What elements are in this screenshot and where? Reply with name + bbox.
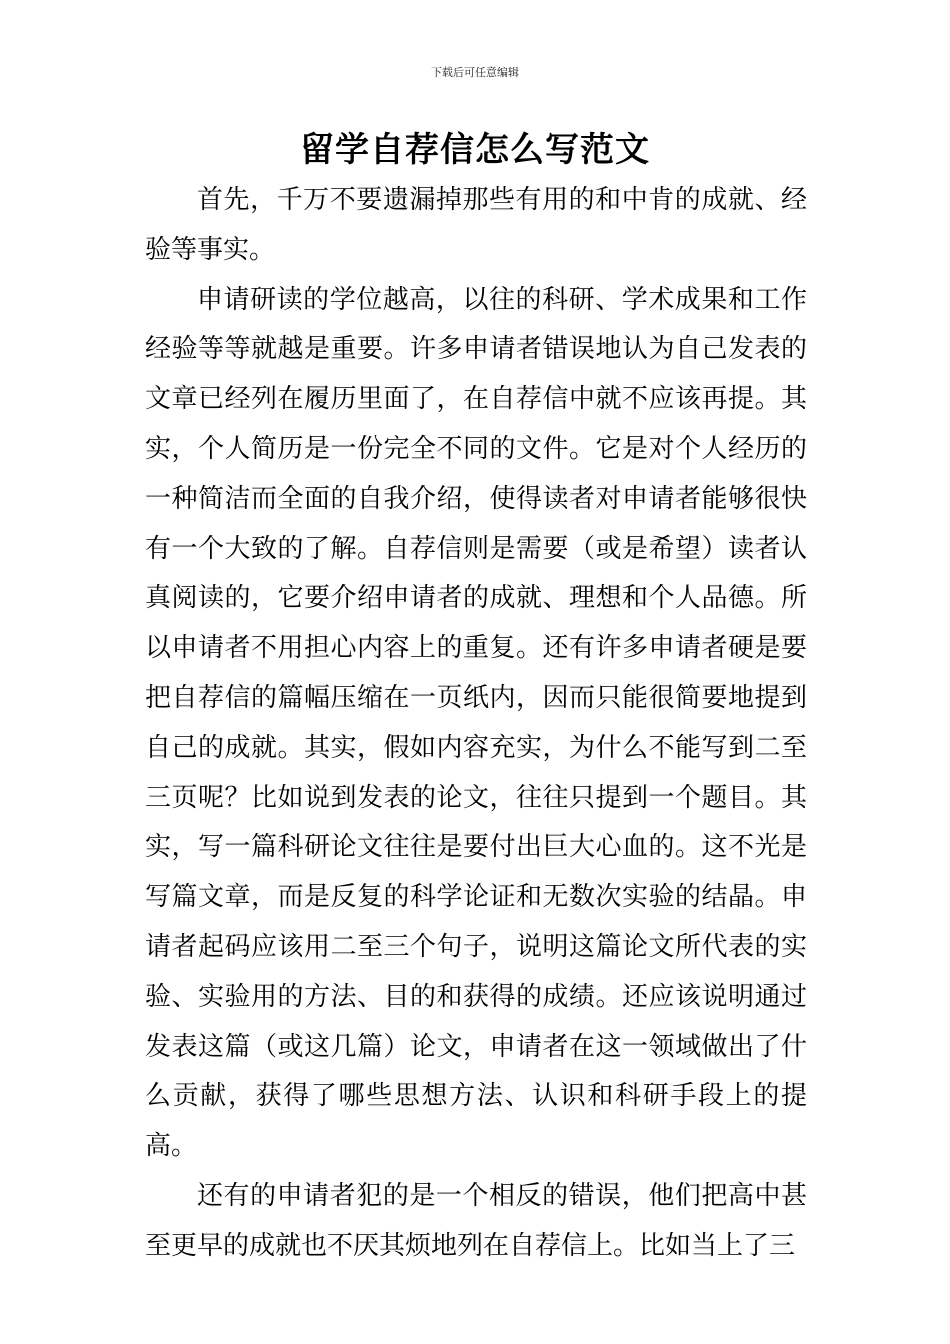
- header-note: 下载后可任意编辑: [431, 66, 519, 79]
- document-title: 留学自荐信怎么写范文: [300, 130, 650, 170]
- paragraph-2: 申请研读的学位越高，以往的科研、学术成果和工作经验等等就越是重要。许多申请者错误地认为自己发表的文章已经列在履历里面了，在自荐信中就不应该再提。其实，个人简历是一份完全不同的文件。它是对个人经历的一种简洁而全面的自我介绍，使得读者对申请者能够很快有一个大致的了解。自荐信则是需要（或是希望）读者认真阅读的，它要介绍申请者的成就、理想和个人品德。所以申请者不用担心内容上的重复。还有许多申请者硬是要把自荐信的篇幅压缩在一页纸内，因而只能很简要地提到自己的成就。其实，假如内容充实，为什么不能写到二至三页呢？比如说到发表的论文，往往只提到一个题目。其实，写一篇科研论文往往是要付出巨大心血的。这不光是写篇文章，而是反复的科学论证和无数次实验的结晶。申请者起码应该用二至三个句子，说明这篇论文所代表的实验、实验用的方法、目的和获得的成绩。还应该说明通过发表这篇（或这几篇）论文，申请者在这一领域做出了什么贡献，获得了哪些思想方法、认识和科研手段上的提高。: [145, 284, 807, 1162]
- paragraph-3: 还有的申请者犯的是一个相反的错误，他们把高中甚至更早的成就也不厌其烦地列在自荐信上。比如当上了三: [145, 1180, 807, 1261]
- paragraph-1: 首先，千万不要遗漏掉那些有用的和中肯的成就、经验等事实。: [145, 185, 807, 265]
- document-body: [145, 176, 807, 1272]
